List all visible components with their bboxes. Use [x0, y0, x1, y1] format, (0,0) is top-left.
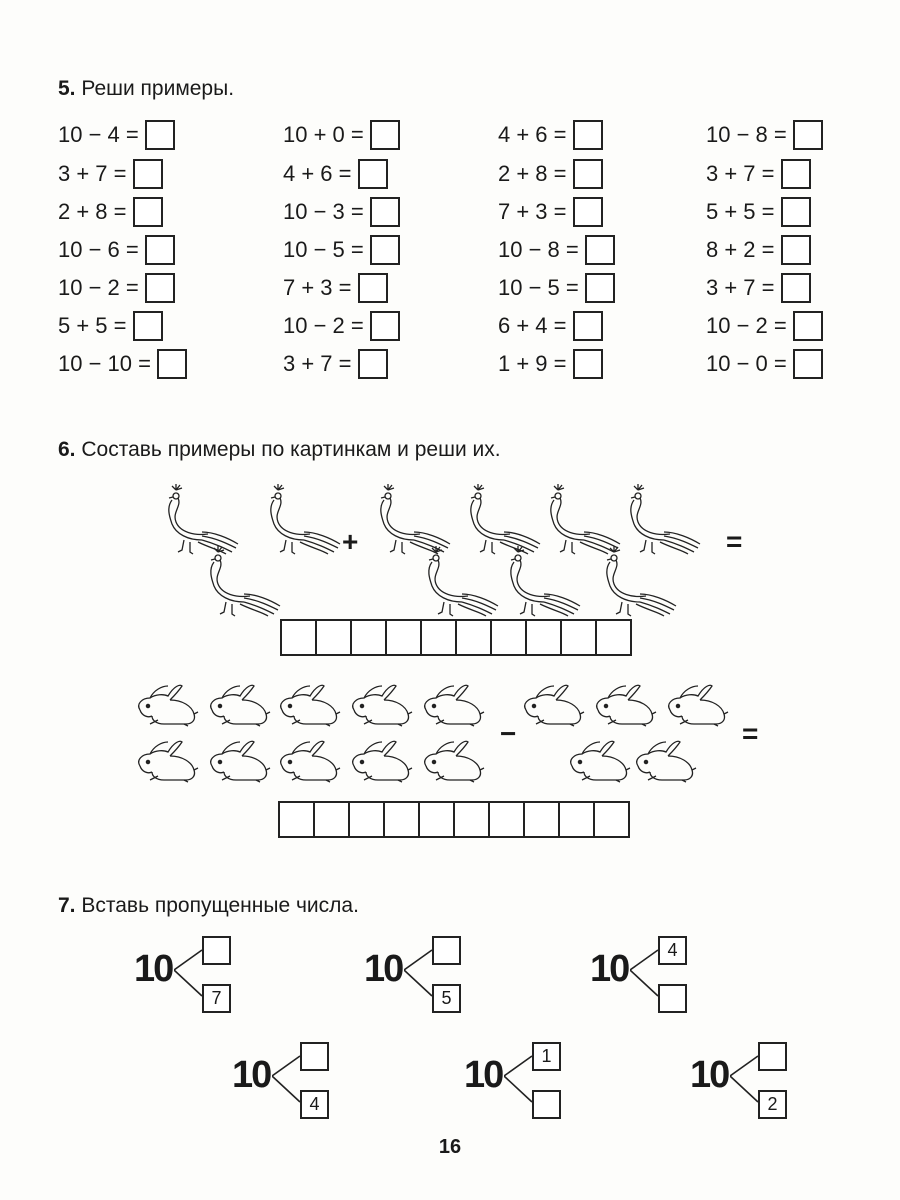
- rabbit-icon: [353, 685, 412, 726]
- top-part-box[interactable]: 4: [658, 936, 687, 965]
- example-text: 10 − 10 =: [58, 351, 151, 376]
- rabbit-icon: [139, 685, 198, 726]
- example: [58, 159, 163, 189]
- example: [706, 235, 811, 265]
- peacock-icon: [211, 546, 280, 616]
- answer-box[interactable]: [358, 273, 388, 303]
- answer-box[interactable]: [781, 273, 811, 303]
- example: [58, 120, 175, 150]
- example-text: 10 − 5 =: [498, 275, 579, 300]
- rabbit-icon: [571, 741, 630, 782]
- example-text: 10 − 8 =: [706, 122, 787, 147]
- bottom-part-box[interactable]: 2: [758, 1090, 787, 1119]
- peacock-icon: [511, 546, 580, 616]
- answer-box[interactable]: [358, 159, 388, 189]
- bottom-part-box[interactable]: 7: [202, 984, 231, 1013]
- top-part-box[interactable]: [300, 1042, 329, 1071]
- example: [498, 120, 603, 150]
- example-text: 6 + 4 =: [498, 313, 567, 338]
- example: [283, 235, 400, 265]
- example: [706, 349, 823, 379]
- example-text: 7 + 3 =: [283, 275, 352, 300]
- answer-box[interactable]: [370, 197, 400, 227]
- answer-cell[interactable]: [523, 801, 560, 838]
- task6-text: Составь примеры по картинкам и реши их.: [81, 438, 501, 461]
- example-text: 10 − 3 =: [283, 199, 364, 224]
- whole-number: 10: [232, 1054, 271, 1096]
- task7-title: [58, 894, 359, 918]
- answer-box[interactable]: [781, 197, 811, 227]
- example: [498, 273, 615, 303]
- answer-box[interactable]: [133, 311, 163, 341]
- answer-box[interactable]: [133, 159, 163, 189]
- example: [706, 197, 811, 227]
- example-text: 10 − 2 =: [283, 313, 364, 338]
- rabbit-icon: [211, 741, 270, 782]
- answer-box[interactable]: [585, 273, 615, 303]
- example: [706, 159, 811, 189]
- equals-sign-1: =: [726, 526, 743, 557]
- whole-number: 10: [690, 1054, 729, 1096]
- answer-cell[interactable]: [490, 619, 527, 656]
- example: [58, 235, 175, 265]
- answer-cell[interactable]: [488, 801, 525, 838]
- rabbit-icon: [281, 741, 340, 782]
- rabbits-picture: [0, 676, 900, 806]
- answer-cell[interactable]: [313, 801, 350, 838]
- top-part-box[interactable]: [202, 936, 231, 965]
- example: [283, 120, 400, 150]
- answer-strip-peacocks: [280, 619, 632, 656]
- whole-number: 10: [464, 1054, 503, 1096]
- answer-box[interactable]: [133, 197, 163, 227]
- answer-box[interactable]: [573, 120, 603, 150]
- answer-cell[interactable]: [348, 801, 385, 838]
- answer-box[interactable]: [370, 311, 400, 341]
- example: [283, 349, 388, 379]
- rabbit-icon: [353, 741, 412, 782]
- example-text: 3 + 7 =: [58, 161, 127, 186]
- top-part-box[interactable]: [758, 1042, 787, 1071]
- number-composition: [590, 930, 720, 1010]
- example-text: 10 − 5 =: [283, 237, 364, 262]
- rabbit-icon: [669, 685, 728, 726]
- answer-box[interactable]: [370, 120, 400, 150]
- example: [283, 197, 400, 227]
- answer-cell[interactable]: [455, 619, 492, 656]
- answer-box[interactable]: [573, 311, 603, 341]
- answer-cell[interactable]: [350, 619, 387, 656]
- answer-cell[interactable]: [560, 619, 597, 656]
- whole-number: 10: [590, 948, 629, 990]
- example: [706, 273, 811, 303]
- plus-sign: +: [342, 526, 359, 557]
- rabbit-icon: [425, 741, 484, 782]
- example: [58, 349, 187, 379]
- answer-box[interactable]: [145, 273, 175, 303]
- answer-box[interactable]: [145, 235, 175, 265]
- answer-cell[interactable]: [595, 619, 632, 656]
- answer-box[interactable]: [358, 349, 388, 379]
- example-text: 8 + 2 =: [706, 237, 775, 262]
- top-part-box[interactable]: 1: [532, 1042, 561, 1071]
- answer-box[interactable]: [573, 349, 603, 379]
- example-text: 10 − 8 =: [498, 237, 579, 262]
- answer-cell[interactable]: [385, 619, 422, 656]
- task5-title: [58, 77, 234, 101]
- example-text: 3 + 7 =: [706, 275, 775, 300]
- equals-sign-2: =: [742, 718, 759, 749]
- rabbit-icon: [281, 685, 340, 726]
- example: [58, 273, 175, 303]
- task7-number: 7.: [58, 894, 76, 917]
- answer-cell[interactable]: [280, 619, 317, 656]
- answer-box[interactable]: [157, 349, 187, 379]
- answer-box[interactable]: [370, 235, 400, 265]
- bottom-part-box[interactable]: 4: [300, 1090, 329, 1119]
- answer-cell[interactable]: [525, 619, 562, 656]
- answer-box[interactable]: [573, 159, 603, 189]
- bottom-part-box[interactable]: 5: [432, 984, 461, 1013]
- number-composition: [232, 1036, 362, 1116]
- example: [498, 349, 603, 379]
- peacock-icon: [631, 484, 700, 554]
- task5-text: Реши примеры.: [81, 77, 235, 100]
- example-text: 2 + 8 =: [58, 199, 127, 224]
- example-text: 3 + 7 =: [706, 161, 775, 186]
- example-text: 10 − 4 =: [58, 122, 139, 147]
- example-text: 4 + 6 =: [283, 161, 352, 186]
- rabbit-icon: [637, 741, 696, 782]
- whole-number: 10: [364, 948, 403, 990]
- rabbit-icon: [425, 685, 484, 726]
- bottom-part-box[interactable]: [658, 984, 687, 1013]
- example-text: 10 − 2 =: [58, 275, 139, 300]
- task6-number: 6.: [58, 438, 76, 461]
- example: [283, 159, 388, 189]
- page-number: 16: [438, 1136, 462, 1158]
- top-part-box[interactable]: [432, 936, 461, 965]
- answer-cell[interactable]: [315, 619, 352, 656]
- answer-box[interactable]: [573, 197, 603, 227]
- example: [498, 197, 603, 227]
- task7-text: Вставь пропущенные числа.: [81, 894, 359, 917]
- task5-number: 5.: [58, 77, 76, 100]
- example-text: 10 + 0 =: [283, 122, 364, 147]
- example: [498, 235, 615, 265]
- example: [498, 311, 603, 341]
- example-text: 5 + 5 =: [706, 199, 775, 224]
- example-text: 10 − 6 =: [58, 237, 139, 262]
- peacock-icon: [169, 484, 238, 554]
- number-composition: [364, 930, 494, 1010]
- example-text: 2 + 8 =: [498, 161, 567, 186]
- answer-cell[interactable]: [558, 801, 595, 838]
- answer-box[interactable]: [793, 349, 823, 379]
- example: [58, 197, 163, 227]
- peacock-icon: [271, 484, 340, 554]
- answer-box[interactable]: [781, 159, 811, 189]
- example-text: 5 + 5 =: [58, 313, 127, 338]
- rabbit-icon: [139, 741, 198, 782]
- rabbit-icon: [525, 685, 584, 726]
- peacock-icon: [429, 546, 498, 616]
- example-text: 1 + 9 =: [498, 351, 567, 376]
- task6-title: [58, 438, 501, 462]
- minus-sign: −: [500, 718, 517, 749]
- bottom-part-box[interactable]: [532, 1090, 561, 1119]
- answer-cell[interactable]: [453, 801, 490, 838]
- example: [498, 159, 603, 189]
- example-text: 10 − 2 =: [706, 313, 787, 338]
- example: [706, 120, 823, 150]
- example-text: 4 + 6 =: [498, 122, 567, 147]
- example: [706, 311, 823, 341]
- number-composition: [690, 1036, 820, 1116]
- answer-strip-rabbits: [278, 801, 630, 838]
- answer-cell[interactable]: [593, 801, 630, 838]
- answer-box[interactable]: [793, 120, 823, 150]
- example: [283, 273, 388, 303]
- answer-cell[interactable]: [278, 801, 315, 838]
- example-text: 3 + 7 =: [283, 351, 352, 376]
- answer-cell[interactable]: [420, 619, 457, 656]
- answer-cell[interactable]: [383, 801, 420, 838]
- rabbit-icon: [597, 685, 656, 726]
- number-composition: [134, 930, 264, 1010]
- answer-box[interactable]: [145, 120, 175, 150]
- rabbit-icon: [211, 685, 270, 726]
- example-text: 7 + 3 =: [498, 199, 567, 224]
- whole-number: 10: [134, 948, 173, 990]
- example-text: 10 − 0 =: [706, 351, 787, 376]
- peacock-icon: [551, 484, 620, 554]
- peacock-icon: [471, 484, 540, 554]
- answer-box[interactable]: [585, 235, 615, 265]
- example: [283, 311, 400, 341]
- answer-box[interactable]: [781, 235, 811, 265]
- peacock-icon: [607, 546, 676, 616]
- peacocks-picture: [0, 478, 900, 638]
- peacock-icon: [381, 484, 450, 554]
- number-composition: [464, 1036, 594, 1116]
- answer-box[interactable]: [793, 311, 823, 341]
- example: [58, 311, 163, 341]
- answer-cell[interactable]: [418, 801, 455, 838]
